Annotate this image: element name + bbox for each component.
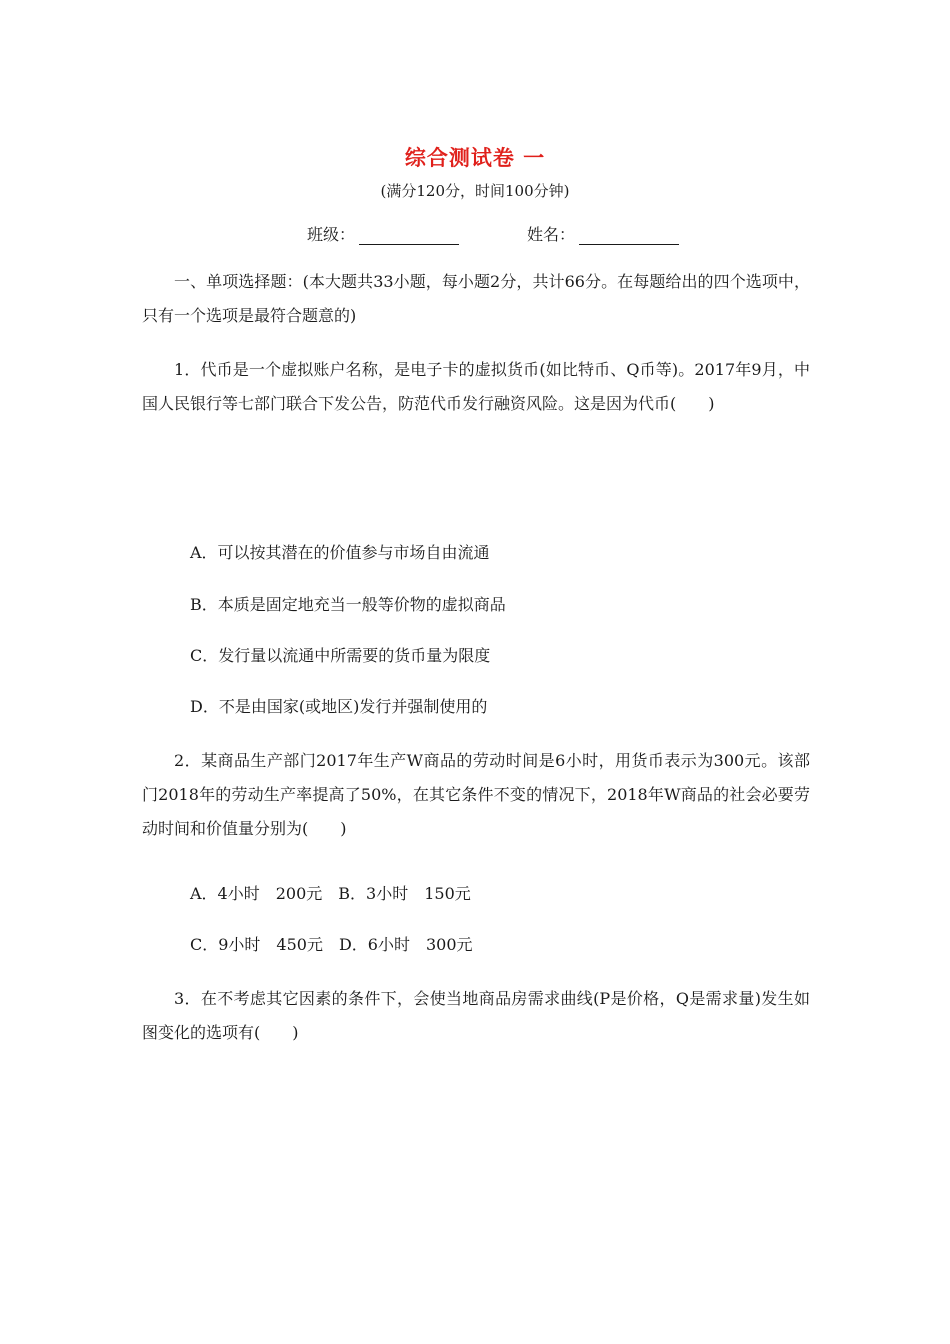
class-label: 班级： bbox=[307, 225, 356, 244]
question-1-option-a: A．可以按其潜在的价值参与市场自由流通 bbox=[190, 543, 490, 562]
student-info-fields bbox=[307, 222, 679, 245]
question-1-stem: 1．代币是一个虚拟账户名称，是电子卡的虚拟货币(如比特币、Q币等)。2017年9月，中国人民银行等七部门联合下发公告，防范代币发行融资风险。这是因为代币( ) bbox=[142, 360, 810, 413]
exam-title: 综合测试卷 一 bbox=[404, 145, 546, 170]
exam-subtitle: (满分120分，时间100分钟) bbox=[380, 182, 570, 200]
section-intro: 一、单项选择题：(本大题共33小题，每小题2分，共计66分。在每题给出的四个选项中，只有一个选项是最符合题意的) bbox=[142, 272, 810, 325]
question-1-option-d: D．不是由国家(或地区)发行并强制使用的 bbox=[190, 697, 488, 716]
question-2-options-ab: A．4小时 200元 B．3小时 150元 bbox=[190, 884, 471, 903]
name-blank[interactable] bbox=[579, 228, 679, 245]
name-label: 姓名： bbox=[527, 225, 576, 244]
class-blank[interactable] bbox=[359, 228, 459, 245]
question-3-stem: 3．在不考虑其它因素的条件下，会使当地商品房需求曲线(P是价格，Q是需求量)发生如图变化的选项有( ) bbox=[142, 989, 810, 1042]
question-2-options-cd: C．9小时 450元 D．6小时 300元 bbox=[190, 935, 473, 954]
question-1-option-b: B．本质是固定地充当一般等价物的虚拟商品 bbox=[190, 595, 506, 614]
question-1-option-c: C．发行量以流通中所需要的货币量为限度 bbox=[190, 646, 491, 665]
question-2-stem: 2．某商品生产部门2017年生产W商品的劳动时间是6小时，用货币表示为300元。该部门2018年的劳动生产率提高了50%，在其它条件不变的情况下，2018年W商品的社会必要劳动时间和价值量分别为( ) bbox=[142, 751, 810, 838]
